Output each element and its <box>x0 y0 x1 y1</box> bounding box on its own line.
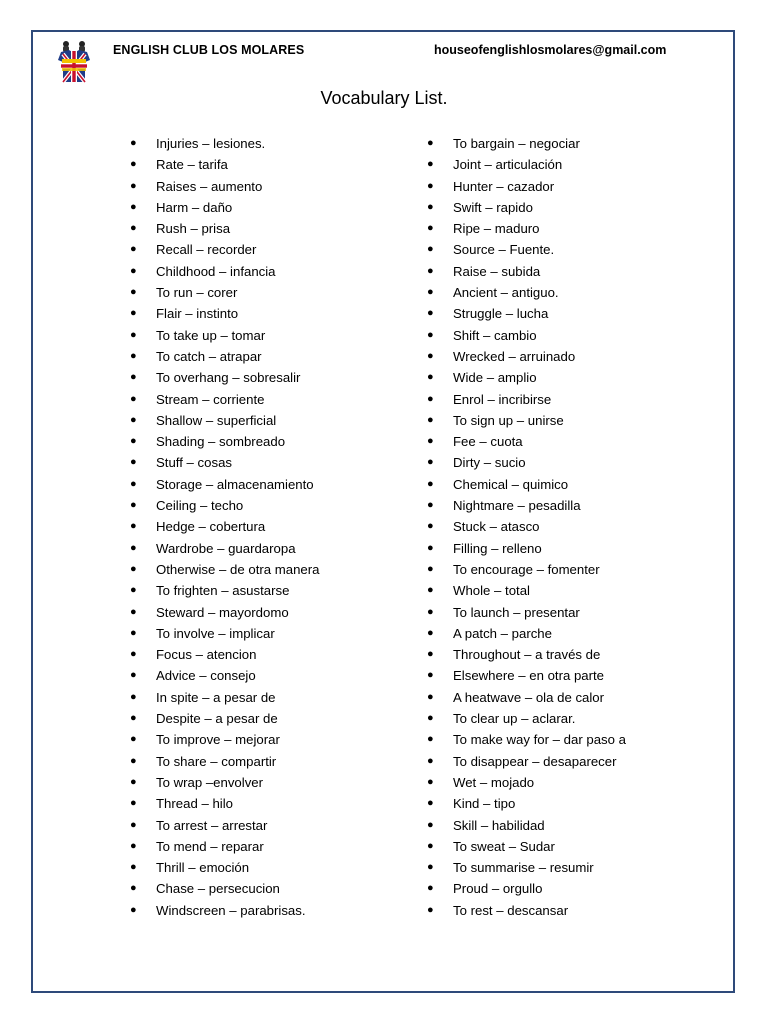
bullet-icon: ● <box>427 158 434 171</box>
vocabulary-item <box>427 857 717 878</box>
vocabulary-item <box>130 708 410 729</box>
vocabulary-term: To share – compartir <box>156 753 277 769</box>
vocabulary-item <box>130 154 410 175</box>
vocabulary-term: Shift – cambio <box>453 327 537 343</box>
vocabulary-term: Nightmare – pesadilla <box>453 498 581 514</box>
vocabulary-term: Hunter – cazador <box>453 178 555 194</box>
bullet-icon: ● <box>427 456 434 469</box>
vocabulary-term: To disappear – desaparecer <box>453 753 617 769</box>
vocabulary-term: Proud – orgullo <box>453 881 543 897</box>
vocabulary-term: To launch – presentar <box>453 604 580 620</box>
vocabulary-term: To improve – mejorar <box>156 732 280 748</box>
vocabulary-term: To sweat – Sudar <box>453 838 555 854</box>
vocabulary-term: To wrap –envolver <box>156 774 264 790</box>
bullet-icon: ● <box>427 818 434 831</box>
bullet-icon: ● <box>130 712 137 725</box>
vocabulary-item <box>427 197 717 218</box>
vocabulary-term: Wrecked – arruinado <box>453 348 576 364</box>
vocabulary-term: Raise – subida <box>453 263 541 279</box>
vocabulary-item <box>427 623 717 644</box>
vocabulary-item <box>427 580 717 601</box>
bullet-icon: ● <box>130 435 137 448</box>
vocabulary-item <box>130 687 410 708</box>
bullet-icon: ● <box>427 243 434 256</box>
vocabulary-term: A patch – parche <box>453 625 552 641</box>
bullet-icon: ● <box>427 392 434 405</box>
bullet-icon: ● <box>427 712 434 725</box>
bullet-icon: ● <box>130 179 137 192</box>
vocabulary-item <box>130 836 410 857</box>
bullet-icon: ● <box>130 882 137 895</box>
vocabulary-item <box>427 452 717 473</box>
vocabulary-term: Storage – almacenamiento <box>156 476 314 492</box>
vocabulary-term: To arrest – arrestar <box>156 817 268 833</box>
vocabulary-item <box>130 282 410 303</box>
vocabulary-item <box>130 623 410 644</box>
vocabulary-item <box>130 303 410 324</box>
vocabulary-term: Stream – corriente <box>156 391 265 407</box>
vocabulary-item <box>130 325 410 346</box>
bullet-icon: ● <box>427 669 434 682</box>
bullet-icon: ● <box>427 349 434 362</box>
bullet-icon: ● <box>130 690 137 703</box>
bullet-icon: ● <box>130 158 137 171</box>
vocabulary-term: Shading – sombreado <box>156 434 286 450</box>
vocabulary-term: To run – corer <box>156 285 238 301</box>
vocabulary-term: Otherwise – de otra manera <box>156 561 320 577</box>
vocabulary-item <box>427 474 717 495</box>
bullet-icon: ● <box>130 371 137 384</box>
vocabulary-term: Elsewhere – en otra parte <box>453 668 605 684</box>
vocabulary-term: Chase – persecucion <box>156 881 280 897</box>
bullet-icon: ● <box>130 243 137 256</box>
bullet-icon: ● <box>130 264 137 277</box>
vocabulary-item <box>130 133 410 154</box>
vocabulary-term: Despite – a pesar de <box>156 711 278 727</box>
vocabulary-item <box>427 325 717 346</box>
bullet-icon: ● <box>130 349 137 362</box>
vocabulary-term: Advice – consejo <box>156 668 256 684</box>
vocabulary-term: To take up – tomar <box>156 327 266 343</box>
bullet-icon: ● <box>427 520 434 533</box>
vocabulary-term: Filling – relleno <box>453 540 542 556</box>
bullet-icon: ● <box>427 371 434 384</box>
bullet-icon: ● <box>130 605 137 618</box>
vocabulary-item <box>130 176 410 197</box>
bullet-icon: ● <box>427 286 434 299</box>
vocabulary-item <box>130 239 410 260</box>
bullet-icon: ● <box>130 328 137 341</box>
vocabulary-item <box>427 772 717 793</box>
bullet-icon: ● <box>427 733 434 746</box>
vocabulary-item <box>427 815 717 836</box>
vocabulary-item <box>130 815 410 836</box>
vocabulary-term: To rest – descansar <box>453 902 569 918</box>
bullet-icon: ● <box>130 392 137 405</box>
vocabulary-term: Childhood – infancia <box>156 263 276 279</box>
vocabulary-item <box>130 218 410 239</box>
vocabulary-term: Source – Fuente. <box>453 242 555 258</box>
vocabulary-term: Raises – aumento <box>156 178 263 194</box>
vocabulary-item <box>427 687 717 708</box>
vocabulary-term: Windscreen – parabrisas. <box>156 902 306 918</box>
vocabulary-term: Dirty – sucio <box>453 455 526 471</box>
bullet-icon: ● <box>130 477 137 490</box>
vocabulary-item <box>427 154 717 175</box>
vocabulary-item <box>130 346 410 367</box>
club-email: houseofenglishlosmolares@gmail.com <box>434 43 667 57</box>
vocabulary-term: Hedge – cobertura <box>156 519 266 535</box>
vocabulary-item <box>130 793 410 814</box>
vocabulary-term: Wide – amplio <box>453 370 537 386</box>
vocabulary-term: Steward – mayordomo <box>156 604 289 620</box>
vocabulary-item <box>427 133 717 154</box>
vocabulary-term: Injuries – lesiones. <box>156 136 266 151</box>
vocabulary-item <box>130 197 410 218</box>
vocabulary-item <box>427 367 717 388</box>
vocabulary-term: Ancient – antiguo. <box>453 285 559 301</box>
bullet-icon: ● <box>130 456 137 469</box>
bullet-icon: ● <box>427 861 434 874</box>
vocabulary-item <box>427 516 717 537</box>
vocabulary-item <box>130 559 410 580</box>
vocabulary-term: In spite – a pesar de <box>156 689 276 705</box>
bullet-icon: ● <box>427 264 434 277</box>
vocabulary-item <box>130 772 410 793</box>
vocabulary-item <box>427 239 717 260</box>
bullet-icon: ● <box>130 222 137 235</box>
vocabulary-term: Struggle – lucha <box>453 306 549 322</box>
bullet-icon: ● <box>427 754 434 767</box>
bullet-icon: ● <box>427 797 434 810</box>
vocabulary-term: Swift – rapido <box>453 199 533 215</box>
vocabulary-item <box>130 410 410 431</box>
vocabulary-list-right <box>427 133 717 921</box>
vocabulary-item <box>427 261 717 282</box>
vocabulary-term: Thread – hilo <box>156 796 233 812</box>
vocabulary-item <box>130 580 410 601</box>
vocabulary-item <box>427 410 717 431</box>
bullet-icon: ● <box>427 882 434 895</box>
vocabulary-term: Wardrobe – guardaropa <box>156 540 296 556</box>
vocabulary-item <box>427 793 717 814</box>
bullet-icon: ● <box>427 137 434 149</box>
vocabulary-item <box>130 495 410 516</box>
bullet-icon: ● <box>130 520 137 533</box>
vocabulary-item <box>427 665 717 686</box>
vocabulary-list-left <box>130 133 410 921</box>
bullet-icon: ● <box>427 179 434 192</box>
bullet-icon: ● <box>130 861 137 874</box>
vocabulary-term: To sign up – unirse <box>453 412 564 428</box>
bullet-icon: ● <box>130 648 137 661</box>
vocabulary-item <box>427 538 717 559</box>
bullet-icon: ● <box>130 541 137 554</box>
vocabulary-item <box>130 431 410 452</box>
vocabulary-item <box>427 282 717 303</box>
bullet-icon: ● <box>427 903 434 916</box>
vocabulary-item <box>130 878 410 899</box>
vocabulary-item <box>130 389 410 410</box>
vocabulary-item <box>427 495 717 516</box>
bullet-icon: ● <box>427 435 434 448</box>
vocabulary-item <box>130 474 410 495</box>
bullet-icon: ● <box>130 200 137 213</box>
vocabulary-item <box>427 708 717 729</box>
vocabulary-item <box>427 878 717 899</box>
vocabulary-term: Flair – instinto <box>156 306 239 322</box>
bullet-icon: ● <box>427 605 434 618</box>
bullet-icon: ● <box>427 541 434 554</box>
vocabulary-item <box>130 665 410 686</box>
vocabulary-term: Shallow – superficial <box>156 412 277 428</box>
bullet-icon: ● <box>130 797 137 810</box>
bullet-icon: ● <box>130 137 137 149</box>
bullet-icon: ● <box>130 626 137 639</box>
page-title <box>0 88 768 109</box>
vocabulary-term: Thrill – emoción <box>156 860 250 876</box>
vocabulary-item <box>130 751 410 772</box>
vocabulary-item <box>130 452 410 473</box>
vocabulary-term: To clear up – aclarar. <box>453 711 576 727</box>
bullet-icon: ● <box>427 839 434 852</box>
bullet-icon: ● <box>427 499 434 512</box>
vocabulary-term: Rush – prisa <box>156 221 231 237</box>
vocabulary-term: To overhang – sobresalir <box>156 370 301 386</box>
vocabulary-item <box>427 836 717 857</box>
vocabulary-term: Enrol – incribirse <box>453 391 552 407</box>
vocabulary-term: Fee – cuota <box>453 434 523 450</box>
vocabulary-item <box>427 751 717 772</box>
vocabulary-item <box>427 729 717 750</box>
vocabulary-item <box>427 431 717 452</box>
vocabulary-item <box>427 389 717 410</box>
vocabulary-item <box>130 367 410 388</box>
vocabulary-term: Throughout – a través de <box>453 647 601 663</box>
union-jack-shirt-logo-icon <box>57 40 91 84</box>
bullet-icon: ● <box>427 413 434 426</box>
vocabulary-item <box>427 346 717 367</box>
vocabulary-item <box>427 644 717 665</box>
vocabulary-term: Kind – tipo <box>453 796 516 812</box>
club-name: ENGLISH CLUB LOS MOLARES <box>113 43 305 57</box>
bullet-icon: ● <box>427 690 434 703</box>
vocabulary-term: Recall – recorder <box>156 242 257 258</box>
vocabulary-term: Stuff – cosas <box>156 455 232 471</box>
bullet-icon: ● <box>130 839 137 852</box>
bullet-icon: ● <box>427 648 434 661</box>
bullet-icon: ● <box>130 669 137 682</box>
page-title-text: Vocabulary List. <box>320 88 448 108</box>
vocabulary-item <box>427 559 717 580</box>
bullet-icon: ● <box>130 733 137 746</box>
bullet-icon: ● <box>130 754 137 767</box>
vocabulary-term: To frighten – asustarse <box>156 583 290 599</box>
bullet-icon: ● <box>427 307 434 320</box>
bullet-icon: ● <box>427 222 434 235</box>
vocabulary-term: Ripe – maduro <box>453 221 540 237</box>
vocabulary-term: To involve – implicar <box>156 625 275 641</box>
vocabulary-item <box>427 218 717 239</box>
bullet-icon: ● <box>427 775 434 788</box>
vocabulary-term: To summarise – resumir <box>453 860 594 876</box>
vocabulary-item <box>130 857 410 878</box>
vocabulary-term: Rate – tarifa <box>156 157 228 173</box>
vocabulary-item <box>130 644 410 665</box>
bullet-icon: ● <box>130 818 137 831</box>
vocabulary-term: To mend – reparar <box>156 838 264 854</box>
bullet-icon: ● <box>427 584 434 597</box>
vocabulary-item <box>130 900 410 921</box>
vocabulary-term: Harm – daño <box>156 199 233 215</box>
bullet-icon: ● <box>130 413 137 426</box>
vocabulary-term: Joint – articulación <box>453 157 563 173</box>
vocabulary-term: Ceiling – techo <box>156 498 244 514</box>
bullet-icon: ● <box>130 562 137 575</box>
vocabulary-item <box>130 261 410 282</box>
bullet-icon: ● <box>427 477 434 490</box>
bullet-icon: ● <box>130 307 137 320</box>
vocabulary-item <box>427 900 717 921</box>
vocabulary-item <box>427 176 717 197</box>
vocabulary-term: Whole – total <box>453 583 530 599</box>
bullet-icon: ● <box>130 584 137 597</box>
vocabulary-term: Skill – habilidad <box>453 817 545 833</box>
bullet-icon: ● <box>130 286 137 299</box>
vocabulary-item <box>130 538 410 559</box>
bullet-icon: ● <box>130 499 137 512</box>
vocabulary-item <box>130 516 410 537</box>
bullet-icon: ● <box>130 903 137 916</box>
bullet-icon: ● <box>427 562 434 575</box>
vocabulary-item <box>130 729 410 750</box>
vocabulary-term: Wet – mojado <box>453 774 535 790</box>
vocabulary-term: To make way for – dar paso a <box>453 732 626 748</box>
vocabulary-item <box>130 602 410 623</box>
bullet-icon: ● <box>427 626 434 639</box>
vocabulary-term: To encourage – fomenter <box>453 561 600 577</box>
bullet-icon: ● <box>427 328 434 341</box>
bullet-icon: ● <box>427 200 434 213</box>
vocabulary-item <box>427 602 717 623</box>
vocabulary-item <box>427 303 717 324</box>
vocabulary-term: Chemical – quimico <box>453 476 569 492</box>
vocabulary-term: A heatwave – ola de calor <box>453 689 605 705</box>
vocabulary-term: Stuck – atasco <box>453 519 540 535</box>
vocabulary-term: To bargain – negociar <box>453 136 580 151</box>
vocabulary-term: To catch – atrapar <box>156 348 262 364</box>
vocabulary-term: Focus – atencion <box>156 647 257 663</box>
bullet-icon: ● <box>130 775 137 788</box>
